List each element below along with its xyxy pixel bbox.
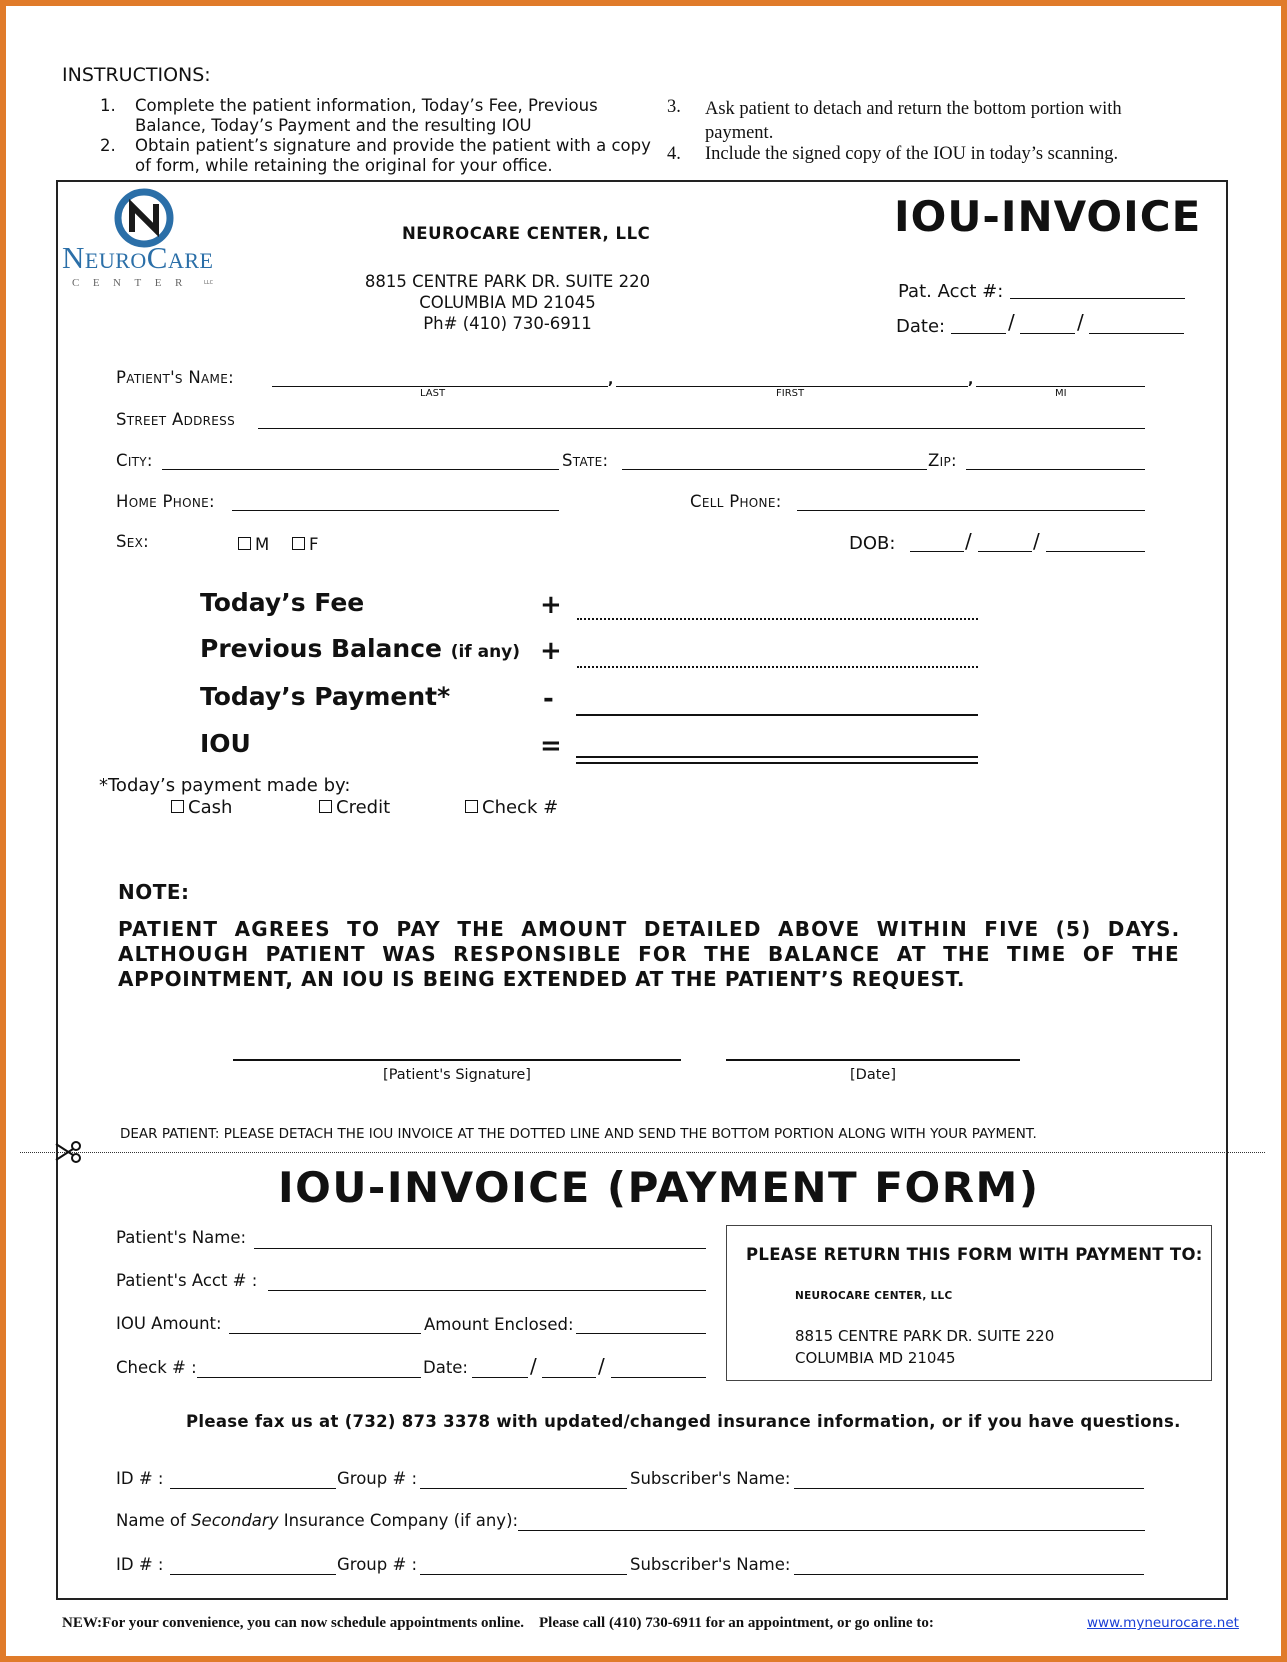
pf-iou-amount-label: IOU Amount: — [116, 1314, 222, 1333]
return-address: 8815 CENTRE PARK DR. SUITE 220 COLUMBIA MD 21045 — [795, 1327, 1055, 1367]
invoice-title: IOU-INVOICE — [894, 192, 1202, 241]
return-heading: PLEASE RETURN THIS FORM WITH PAYMENT TO: — [746, 1245, 1203, 1264]
primary-group-label: Group # : — [337, 1469, 418, 1488]
secondary-insurance-label: Name of Secondary Insurance Company (if any): — [116, 1511, 519, 1530]
state-label: State: — [562, 451, 609, 470]
primary-subscriber-field[interactable] — [794, 1471, 1144, 1489]
credit-option[interactable]: Credit — [319, 797, 390, 818]
instruction-3-num: 3. — [667, 97, 681, 117]
header-date-year[interactable] — [1089, 316, 1184, 334]
secondary-subscriber-field[interactable] — [794, 1557, 1144, 1575]
mi-caption: MI — [1055, 388, 1067, 399]
pf-date-month-field[interactable] — [472, 1360, 528, 1378]
detach-notice: DEAR PATIENT: PLEASE DETACH THE IOU INVOICE AT THE DOTTED LINE AND SEND THE BOTTOM PORTION ALONG WITH YOUR PAYMENT. — [120, 1126, 1037, 1142]
instruction-4-num: 4. — [667, 144, 681, 164]
pf-patient-name-label: Patient's Name: — [116, 1228, 247, 1247]
minus-sign: - — [543, 684, 554, 714]
secondary-insurance-field[interactable] — [518, 1513, 1145, 1531]
instruction-2-num: 2. — [100, 136, 116, 155]
checkbox-icon[interactable] — [319, 800, 332, 813]
header-date-day[interactable] — [1020, 316, 1075, 334]
patient-name-label: Patient's Name: — [116, 368, 234, 387]
todays-payment-field[interactable] — [576, 700, 978, 716]
pf-amount-enclosed-label: Amount Enclosed: — [424, 1315, 574, 1334]
city-label: City: — [116, 451, 153, 470]
secondary-subscriber-label: Subscriber's Name: — [630, 1555, 791, 1574]
todays-fee-field[interactable] — [577, 606, 978, 620]
secondary-id-field[interactable] — [170, 1557, 336, 1575]
pf-date-day-field[interactable] — [542, 1360, 596, 1378]
todays-fee-label: Today’s Fee — [200, 588, 365, 617]
footer-text: NEW:For your convenience, you can now schedule appointments online. Please call (410) 730-6911 for an appointment, or go online to: — [62, 1615, 934, 1631]
iou-label: IOU — [200, 729, 251, 758]
iou-total-field[interactable] — [576, 756, 978, 764]
signature-date-caption: [Date] — [850, 1067, 896, 1083]
pf-amount-enclosed-field[interactable] — [576, 1316, 706, 1334]
website-link[interactable]: www.myneurocare.net — [1087, 1615, 1239, 1631]
dob-day-field[interactable] — [978, 535, 1032, 552]
cell-phone-label: Cell Phone: — [690, 492, 782, 511]
comma: , — [608, 372, 614, 388]
plus-sign: + — [540, 636, 562, 666]
patient-last-name-field[interactable] — [272, 370, 608, 387]
home-phone-label: Home Phone: — [116, 492, 215, 511]
pf-date-label: Date: — [423, 1358, 468, 1377]
slash: / — [1008, 310, 1015, 334]
sex-m-option[interactable]: M — [238, 535, 269, 554]
equals-sign: = — [540, 731, 562, 761]
pf-iou-amount-field[interactable] — [229, 1316, 421, 1334]
logo-llc: LLC — [204, 280, 214, 286]
previous-balance-label: Previous Balance (if any) — [200, 634, 521, 663]
instruction-4: Include the signed copy of the IOU in today’s scanning. — [705, 144, 1119, 164]
check-option[interactable]: Check # — [465, 797, 558, 818]
cash-option[interactable]: Cash — [171, 797, 232, 818]
note-line-1: PATIENT AGREES TO PAY THE AMOUNT DETAILED ABOVE WITHIN FIVE (5) DAYS. — [118, 917, 1181, 941]
zip-field[interactable] — [966, 453, 1145, 470]
patient-signature-field[interactable] — [233, 1042, 681, 1061]
payment-form-title: IOU-INVOICE (PAYMENT FORM) — [278, 1163, 1040, 1212]
comma: , — [968, 372, 974, 388]
dob-month-field[interactable] — [910, 535, 964, 552]
instruction-2: Obtain patient’s signature and provide the patient with a copy of form, while retaining the original for your office. — [135, 136, 651, 175]
pf-acct-field[interactable] — [268, 1273, 706, 1291]
pf-patient-name-field[interactable] — [254, 1231, 706, 1249]
company-name: NEUROCARE CENTER, LLC — [402, 224, 651, 243]
pat-acct-field[interactable] — [1010, 281, 1185, 299]
checkbox-icon[interactable] — [465, 800, 478, 813]
patient-mi-field[interactable] — [976, 370, 1145, 387]
pf-check-label: Check # : — [116, 1358, 197, 1377]
signature-date-field[interactable] — [726, 1042, 1020, 1061]
instruction-1-num: 1. — [100, 96, 116, 115]
slash: / — [598, 1354, 605, 1378]
secondary-group-label: Group # : — [337, 1555, 418, 1574]
sex-label: Sex: — [116, 532, 150, 551]
first-caption: FIRST — [776, 388, 805, 399]
patient-signature-caption: [Patient's Signature] — [383, 1067, 531, 1083]
secondary-group-field[interactable] — [420, 1557, 627, 1575]
city-field[interactable] — [162, 453, 559, 470]
return-company: NEUROCARE CENTER, LLC — [795, 1290, 953, 1302]
header-date-month[interactable] — [951, 316, 1006, 334]
logo-subtext: CENTER — [72, 277, 196, 289]
pf-acct-label: Patient's Acct # : — [116, 1271, 258, 1290]
todays-payment-label: Today’s Payment* — [200, 682, 451, 711]
checkbox-icon[interactable] — [171, 800, 184, 813]
pf-check-field[interactable] — [197, 1360, 421, 1378]
dob-year-field[interactable] — [1046, 535, 1145, 552]
patient-first-name-field[interactable] — [616, 370, 968, 387]
previous-balance-field[interactable] — [577, 654, 978, 668]
street-address-label: Street Address — [116, 410, 236, 429]
primary-id-field[interactable] — [170, 1471, 336, 1489]
scissors-icon — [54, 1140, 84, 1164]
home-phone-field[interactable] — [232, 494, 559, 511]
slash: / — [1033, 529, 1040, 553]
checkbox-icon[interactable] — [292, 537, 305, 550]
fax-notice: Please fax us at (732) 873 3378 with updated/changed insurance information, or if you have questions. — [186, 1412, 1181, 1431]
secondary-id-label: ID # : — [116, 1555, 164, 1574]
note-heading: NOTE: — [118, 880, 190, 904]
note-line-2: ALTHOUGH PATIENT WAS RESPONSIBLE FOR THE BALANCE AT THE TIME OF THE — [118, 942, 1180, 966]
slash: / — [530, 1354, 537, 1378]
primary-id-label: ID # : — [116, 1469, 164, 1488]
payment-method-label: *Today’s payment made by: — [99, 775, 351, 796]
cell-phone-field[interactable] — [797, 494, 1145, 511]
state-field[interactable] — [622, 453, 927, 470]
plus-sign: + — [540, 590, 562, 620]
logo-wordmark: NeuroCare — [62, 240, 214, 275]
primary-subscriber-label: Subscriber's Name: — [630, 1469, 791, 1488]
last-caption: LAST — [420, 388, 446, 399]
zip-label: Zip: — [928, 451, 957, 470]
instruction-1: Complete the patient information, Today’s Fee, Previous Balance, Today’s Payment and the resulting IOU — [135, 96, 598, 135]
pf-date-year-field[interactable] — [611, 1360, 706, 1378]
dob-label: DOB: — [849, 533, 896, 554]
instruction-3: Ask patient to detach and return the bottom portion with payment. — [705, 99, 1122, 143]
slash: / — [965, 529, 972, 553]
detach-dotted-line — [20, 1152, 1265, 1153]
street-address-field[interactable] — [258, 412, 1145, 429]
sex-f-option[interactable]: F — [292, 535, 319, 554]
pat-acct-label: Pat. Acct #: — [898, 281, 1004, 302]
checkbox-icon[interactable] — [238, 537, 251, 550]
header-date-label: Date: — [896, 316, 946, 337]
primary-group-field[interactable] — [420, 1471, 627, 1489]
form-frame — [56, 180, 1228, 1600]
note-line-3: APPOINTMENT, AN IOU IS BEING EXTENDED AT THE PATIENT’S REQUEST. — [118, 967, 966, 991]
company-address: 8815 CENTRE PARK DR. SUITE 220 COLUMBIA MD 21045 Ph# (410) 730-6911 — [364, 272, 651, 333]
slash: / — [1077, 310, 1084, 334]
instructions-heading: INSTRUCTIONS: — [62, 64, 211, 86]
